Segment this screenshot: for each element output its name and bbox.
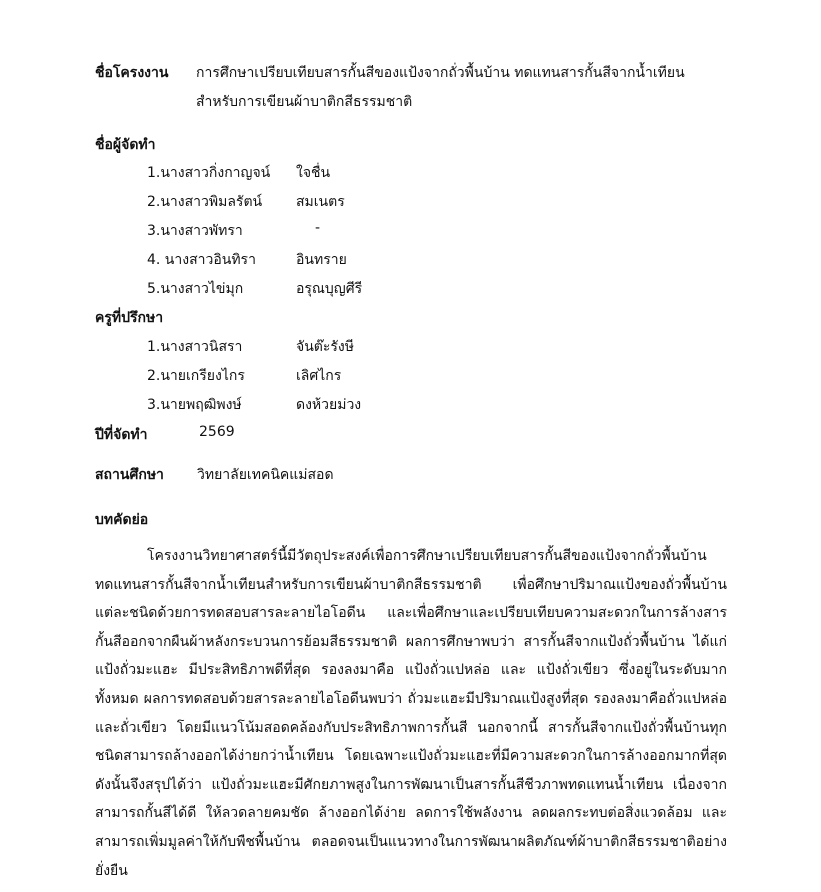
advisor-surname: จันต๊ะรังษี bbox=[296, 339, 354, 355]
author-name: 4. นางสาวอินทิรา bbox=[147, 252, 256, 268]
advisors-label: ครูที่ปรึกษา bbox=[95, 310, 164, 326]
author-surname: อินทราย bbox=[296, 252, 347, 268]
year-value: 2569 bbox=[199, 424, 235, 440]
advisor-name: 3.นายพฤฒิพงษ์ bbox=[147, 397, 242, 413]
year-label: ปีที่จัดทำ bbox=[95, 427, 148, 443]
advisor-surname: เลิศไกร bbox=[296, 368, 342, 384]
advisor-name: 1.นางสาวนิสรา bbox=[147, 339, 243, 355]
institution-value: วิทยาลัยเทคนิคแม่สอด bbox=[197, 467, 334, 483]
abstract-heading: บทคัดย่อ bbox=[95, 512, 149, 528]
author-surname: อรุณบุญศีรี bbox=[296, 281, 363, 297]
authors-label: ชื่อผู้จัดทำ bbox=[95, 137, 156, 153]
advisor-name: 2.นายเกรียงไกร bbox=[147, 368, 245, 384]
project-title-line1: การศึกษาเปรียบเทียบสารกั้นสีของแป้งจากถั่วพื้นบ้าน ทดแทนสารกั้นสีจากน้ำเทียน bbox=[196, 65, 685, 81]
author-name: 3.นางสาวพัทรา bbox=[147, 223, 243, 239]
project-label: ชื่อโครงงาน bbox=[95, 65, 169, 81]
institution-label: สถานศึกษา bbox=[95, 467, 164, 483]
author-surname: ใจชื่น bbox=[296, 165, 331, 181]
author-surname: สมเนตร bbox=[296, 194, 345, 210]
author-name: 5.นางสาวไข่มุก bbox=[147, 281, 244, 297]
author-name: 2.นางสาวพิมลรัตน์ bbox=[147, 194, 263, 210]
author-surname: - bbox=[315, 220, 321, 236]
abstract-paragraph: โครงงานวิทยาศาสตร์นี้มีวัตถุประสงค์เพื่อการศึกษาเปรียบเทียบสารกั้นสีของแป้งจากถั่วพื้นบ้านทดแทนสารกั้นสีจากน้ำเทียนสำหรับการเขียนผ้าบาติกสีธรรมชาติ เพื่อศึกษาปริมาณแป้งของถั่วพื้นบ้านแต่ละชนิดด้วยการทดสอบสารละลายไอโอดีน และเพื่อศึกษาและเปรียบเทียบความสะดวกในการล้างสารกั้นสีออกจากผืนผ้าหลังกระบวนการย้อมสีธรรมชาติ ผลการศึกษาพบว่า สารกั้นสีจากแป้งถั่วพื้นบ้าน ได้แก่ แป้งถั่วมะแฮะ มีประสิทธิภาพดีที่สุด รองลงมาคือ แป้งถั่วแปหล่อ และ แป้งถั่วเขียว ซึ่งอยู่ในระดับมากทั้งหมด ผลการทดสอบด้วยสารละลายไอโอดีนพบว่า ถั่วมะแฮะมีปริมาณแป้งสูงที่สุด รองลงมาคือถั่วแปหล่อ และถั่วเขียว โดยมีแนวโน้มสอดคล้องกับประสิทธิภาพการกั้นสี นอกจากนี้ สารกั้นสีจากแป้งถั่วพื้นบ้านทุกชนิดสามารถล้างออกได้ง่ายกว่าน้ำเทียน โดยเฉพาะแป้งถั่วมะแฮะที่มีความสะดวกในการล้างออกมากที่สุด ดังนั้นจึงสรุปได้ว่า แป้งถั่วมะแฮะมีศักยภาพสูงในการพัฒนาเป็นสารกั้นสีชีวภาพทดแทนน้ำเทียน เนื่องจากสามารถกั้นสีได้ดี ให้ลวดลายคมชัด ล้างออกได้ง่าย ลดการใช้พลังงาน ลดผลกระทบต่อสิ่งแวดล้อม และสามารถเพิ่มมูลค่าให้กับพืชพื้นบ้าน ตลอดจนเป็นแนวทางในการพัฒนาผลิตภัณฑ์ผ้าบาติกสีธรรมชาติอย่างยั่งยืน bbox=[95, 548, 727, 879]
advisor-surname: ดงห้วยม่วง bbox=[296, 397, 362, 413]
author-name: 1.นางสาวกิ่งกาญจน์ bbox=[147, 165, 271, 181]
project-title-line2: สำหรับการเขียนผ้าบาติกสีธรรมชาติ bbox=[196, 94, 413, 110]
abstract-body bbox=[95, 542, 727, 885]
